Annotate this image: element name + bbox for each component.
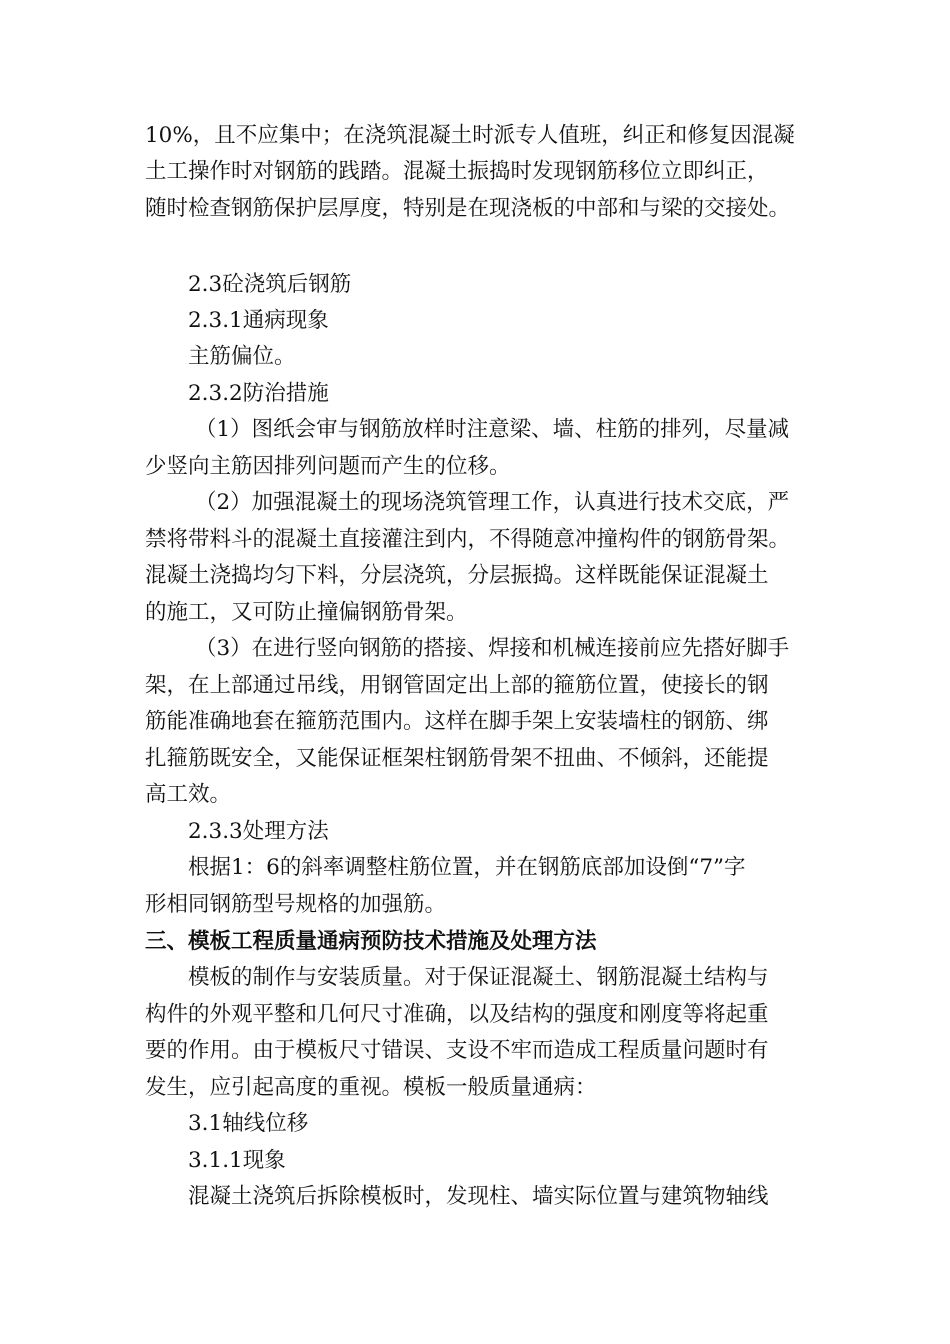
section-heading-2-3: 2.3砼浇筑后钢筋 — [188, 272, 352, 297]
paragraph-line: 发生，应引起高度的重视。模板一般质量通病： — [145, 1075, 597, 1100]
paragraph-line: 少竖向主筋因排列问题而产生的位移。 — [145, 454, 511, 479]
paragraph-line: 10%，且不应集中；在浇筑混凝土时派专人值班，纠正和修复因混凝 — [145, 123, 795, 148]
paragraph-line: 架，在上部通过吊线，用钢管固定出上部的箍筋位置，使接长的钢 — [145, 673, 769, 698]
paragraph-line: 混凝土浇捣均匀下料，分层浇筑，分层振捣。这样既能保证混凝土 — [145, 563, 769, 588]
paragraph-line: 禁将带料斗的混凝土直接灌注到内，不得随意冲撞构件的钢筋骨架。 — [145, 527, 791, 552]
paragraph-line: 随时检查钢筋保护层厚度，特别是在现浇板的中部和与梁的交接处。 — [145, 196, 791, 221]
paragraph-line: 筋能准确地套在箍筋范围内。这样在脚手架上安装墙柱的钢筋、绑 — [145, 709, 769, 734]
subsection-heading-2-3-1: 2.3.1通病现象 — [188, 308, 329, 333]
paragraph-line: 主筋偏位。 — [188, 344, 296, 369]
paragraph-line: 模板的制作与安装质量。对于保证混凝土、钢筋混凝土结构与 — [188, 965, 769, 990]
section-heading-3-1: 3.1轴线位移 — [188, 1111, 309, 1136]
paragraph-line: 构件的外观平整和几何尺寸准确，以及结构的强度和刚度等将起重 — [145, 1002, 769, 1027]
paragraph-line: 高工效。 — [145, 782, 232, 807]
paragraph-line: 形相同钢筋型号规格的加强筋。 — [145, 892, 447, 917]
subsection-heading-2-3-2: 2.3.2防治措施 — [188, 381, 329, 406]
paragraph-line: 的施工，又可防止撞偏钢筋骨架。 — [145, 600, 468, 625]
subsection-heading-3-1-1: 3.1.1现象 — [188, 1148, 286, 1173]
chapter-heading-3: 三、模板工程质量通病预防技术措施及处理方法 — [145, 929, 597, 954]
paragraph-line: 要的作用。由于模板尺寸错误、支设不牢而造成工程质量问题时有 — [145, 1038, 769, 1063]
paragraph-line: 扎箍筋既安全，又能保证框架柱钢筋骨架不扭曲、不倾斜，还能提 — [145, 746, 769, 771]
list-item-line: （1）图纸会审与钢筋放样时注意梁、墙、柱筋的排列，尽量减 — [195, 417, 790, 442]
list-item-line: （3）在进行竖向钢筋的搭接、焊接和机械连接前应先搭好脚手 — [195, 636, 790, 661]
subsection-heading-2-3-3: 2.3.3处理方法 — [188, 819, 329, 844]
paragraph-line: 根据1：6的斜率调整柱筋位置，并在钢筋底部加设倒“7”字 — [188, 855, 746, 880]
paragraph-line: 土工操作时对钢筋的践踏。混凝土振捣时发现钢筋移位立即纠正， — [145, 159, 769, 184]
paragraph-line: 混凝土浇筑后拆除模板时，发现柱、墙实际位置与建筑物轴线 — [188, 1184, 769, 1209]
list-item-line: （2）加强混凝土的现场浇筑管理工作，认真进行技术交底，严 — [195, 490, 790, 515]
